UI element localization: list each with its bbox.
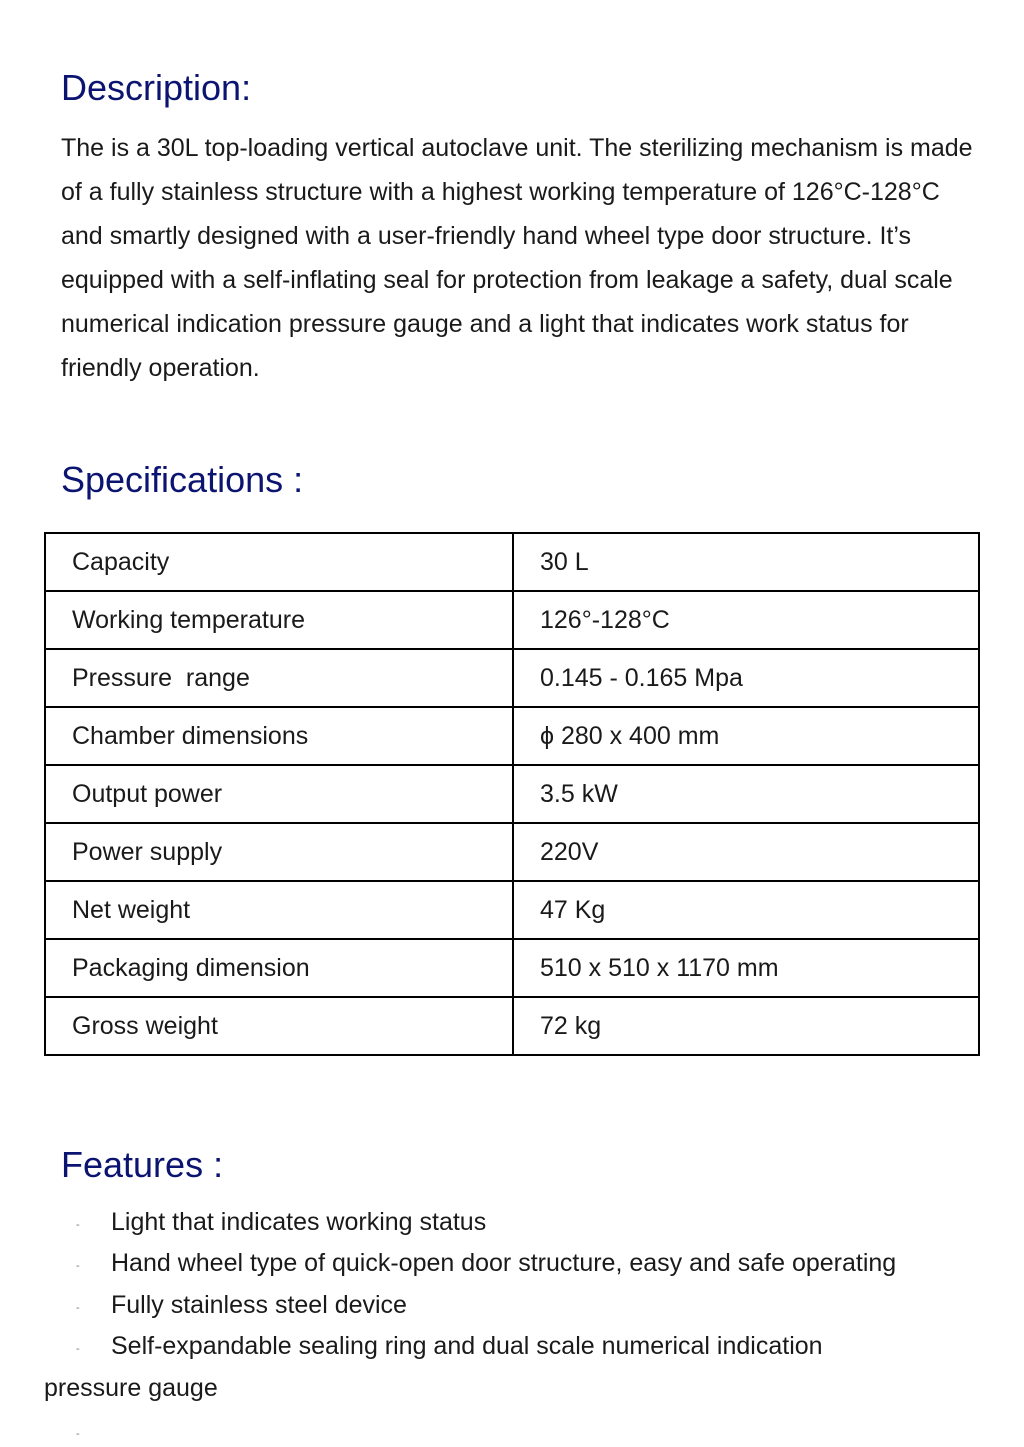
specifications-heading: Specifications :: [61, 459, 304, 500]
table-row: [45, 649, 979, 707]
table-row: [45, 533, 979, 591]
spec-label: Capacity: [45, 533, 513, 591]
spec-label: Packaging dimension: [45, 939, 513, 997]
bullet-dash: -: [76, 1428, 80, 1440]
spec-value: 0.145 - 0.165 Mpa: [513, 649, 979, 707]
table-row: [45, 823, 979, 881]
bullet-dash: -: [76, 1302, 80, 1314]
spec-label: Working temperature: [45, 591, 513, 649]
spec-value: 47 Kg: [513, 881, 979, 939]
spec-label: Gross weight: [45, 997, 513, 1055]
table-row: [45, 939, 979, 997]
spec-label: Power supply: [45, 823, 513, 881]
bullet-dash: -: [76, 1260, 80, 1272]
spec-value: 30 L: [513, 533, 979, 591]
table-row: [45, 765, 979, 823]
feature-text: Self-expandable sealing ring and dual scale numerical indication: [111, 1332, 823, 1360]
features-heading: Features :: [61, 1144, 224, 1185]
table-row: [45, 707, 979, 765]
feature-text: Hand wheel type of quick-open door structure, easy and safe operating: [111, 1249, 897, 1277]
description-heading: Description:: [61, 67, 252, 108]
spec-label: Pressure range: [45, 649, 513, 707]
spec-label: Output power: [45, 765, 513, 823]
description-text: The is a 30L top-loading vertical autoclave unit. The sterilizing mechanism is made of a fully stainless structure with a highest working temperature of 126°C-128°C and smartly designed with a user-friendly hand wheel type door structure. It’s equipped with a self-inflating seal for protection from leakage a safety, dual scale numerical indication pressure gauge and a light that indicates work status for friendly operation.: [61, 134, 973, 382]
specifications-table: [44, 532, 980, 1056]
spec-value: 3.5 kW: [513, 765, 979, 823]
table-row: [45, 591, 979, 649]
table-row: [45, 997, 979, 1055]
bullet-dash: -: [76, 1219, 80, 1231]
feature-text: Fully stainless steel device: [111, 1291, 407, 1319]
spec-value: ϕ 280 x 400 mm: [513, 707, 979, 765]
feature-text-continuation: pressure gauge: [44, 1374, 218, 1402]
bullet-dash: -: [76, 1343, 80, 1355]
table-row: [45, 881, 979, 939]
spec-value: 220V: [513, 823, 979, 881]
spec-value: 72 kg: [513, 997, 979, 1055]
spec-value: 126°-128°C: [513, 591, 979, 649]
spec-value: 510 x 510 x 1170 mm: [513, 939, 979, 997]
feature-text: Light that indicates working status: [111, 1208, 487, 1236]
spec-label: Net weight: [45, 881, 513, 939]
spec-label: Chamber dimensions: [45, 707, 513, 765]
